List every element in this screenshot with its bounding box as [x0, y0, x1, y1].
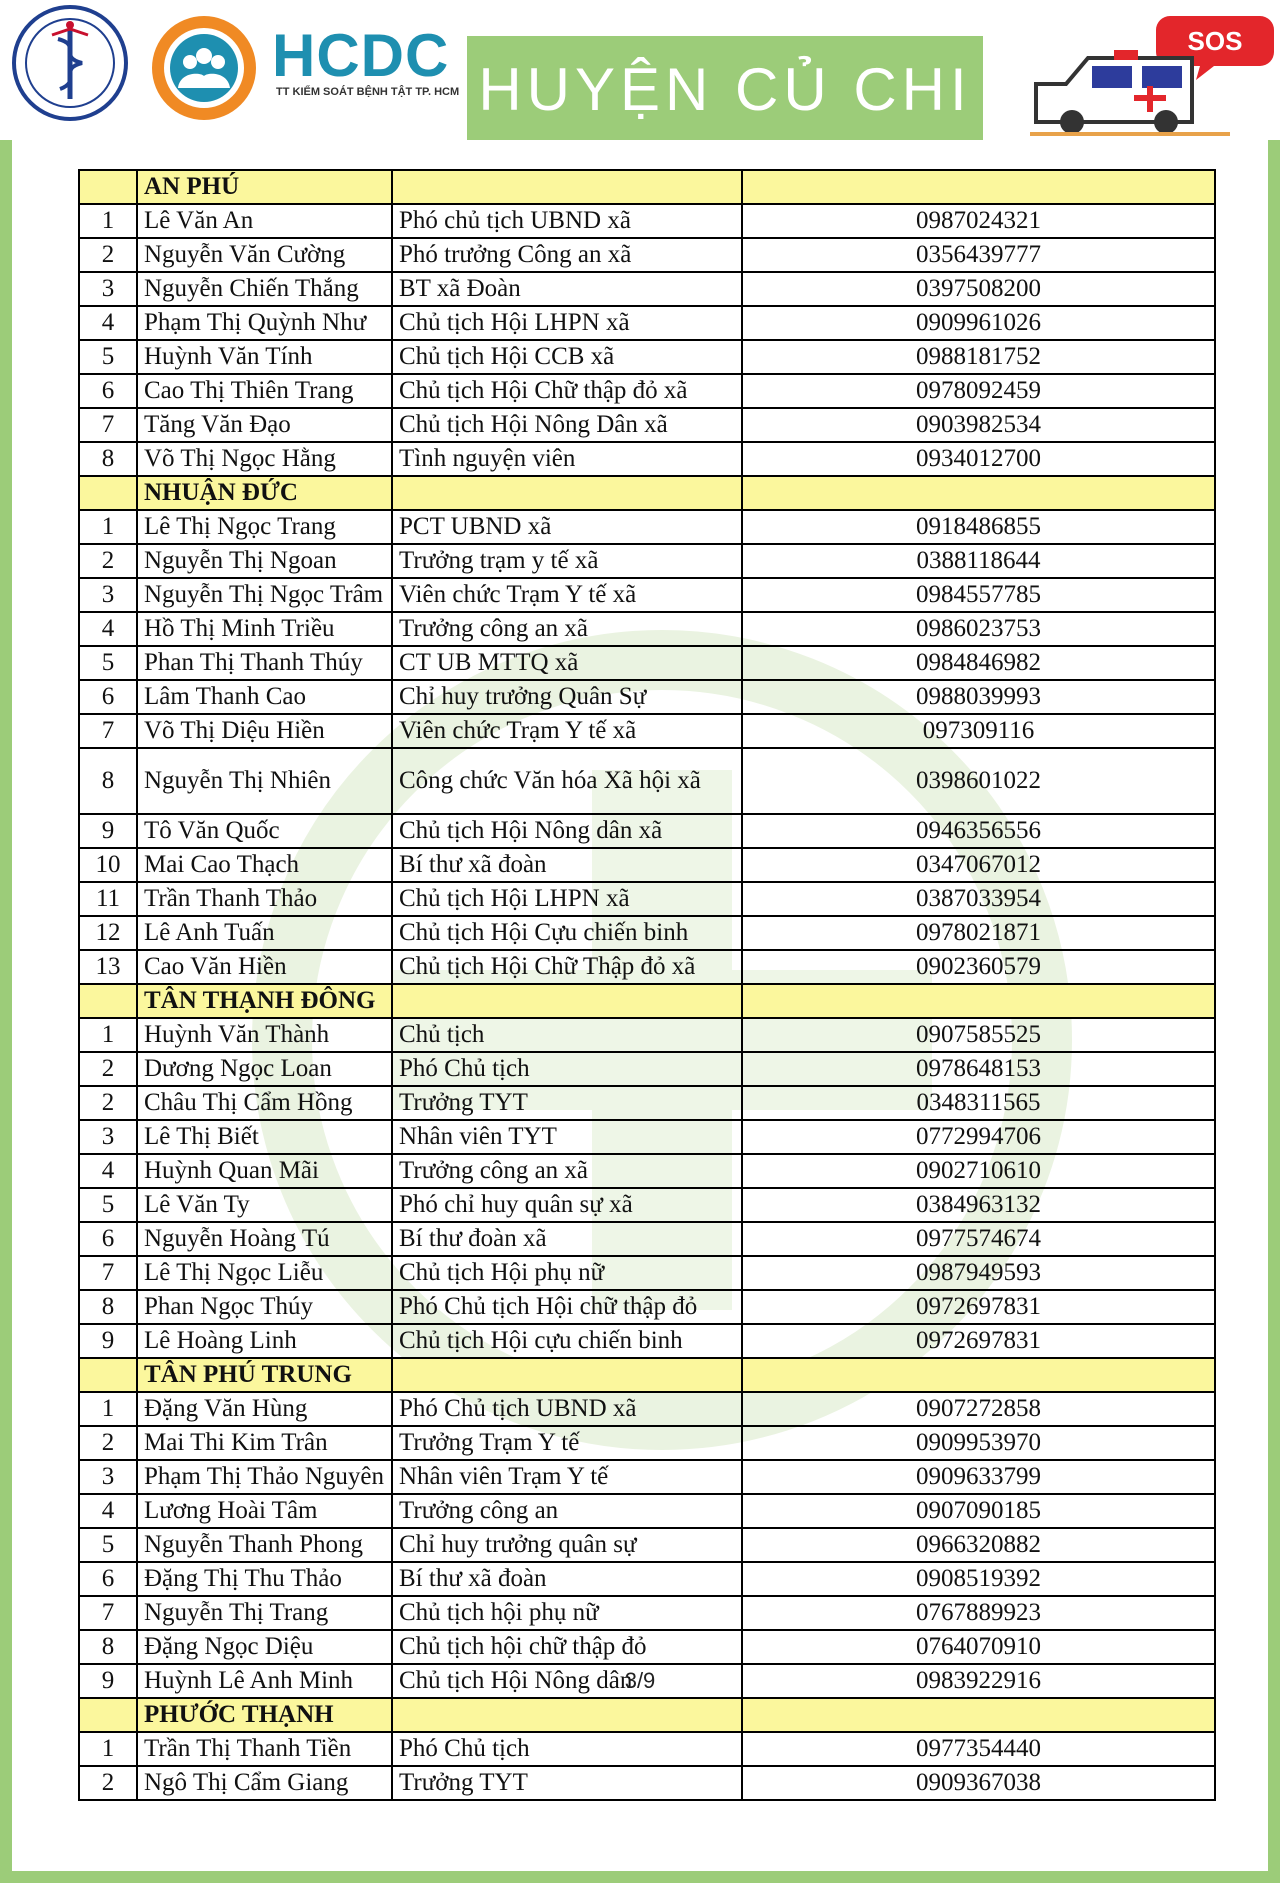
- phone-number: 0772994706: [742, 1120, 1215, 1154]
- section-header-row: [79, 1358, 1215, 1392]
- person-role: Chủ tịch: [392, 1018, 742, 1052]
- row-number: 4: [79, 612, 137, 646]
- phone-number: 0908519392: [742, 1562, 1215, 1596]
- phone-number: 0903982534: [742, 408, 1215, 442]
- row-number: 3: [79, 1460, 137, 1494]
- phone-number: 0977574674: [742, 1222, 1215, 1256]
- person-name: Cao Văn Hiền: [137, 950, 392, 984]
- phone-number: 0767889923: [742, 1596, 1215, 1630]
- person-role: Chủ tịch Hội Nông Dân xã: [392, 408, 742, 442]
- section-spacer-cell: [79, 1698, 137, 1732]
- person-role: Bí thư xã đoàn: [392, 1562, 742, 1596]
- table-row: [79, 1222, 1215, 1256]
- section-spacer-cell: [79, 984, 137, 1018]
- person-role: Chủ tịch Hội Cựu chiến binh: [392, 916, 742, 950]
- page-number: 3/9: [624, 1668, 656, 1693]
- phone-number: 0388118644: [742, 544, 1215, 578]
- phone-number: 0946356556: [742, 814, 1215, 848]
- row-number: 8: [79, 748, 137, 814]
- page-title: HUYỆN CỦ CHI: [478, 56, 972, 123]
- row-number: 1: [79, 204, 137, 238]
- person-name: Phan Ngọc Thúy: [137, 1290, 392, 1324]
- phone-number: 0397508200: [742, 272, 1215, 306]
- table-row: [79, 272, 1215, 306]
- person-name: Huỳnh Văn Tính: [137, 340, 392, 374]
- table-row: [79, 1528, 1215, 1562]
- table-row: [79, 1256, 1215, 1290]
- person-role: Chủ tịch Hội Chữ thập đỏ xã: [392, 374, 742, 408]
- table-row: [79, 1392, 1215, 1426]
- section-header-row: [79, 1698, 1215, 1732]
- table-row: [79, 748, 1215, 814]
- row-number: 9: [79, 1324, 137, 1358]
- section-name: TÂN THẠNH ĐÔNG: [137, 984, 392, 1018]
- person-name: Nguyễn Thị Trang: [137, 1596, 392, 1630]
- person-name: Nguyễn Thanh Phong: [137, 1528, 392, 1562]
- row-number: 8: [79, 442, 137, 476]
- person-name: Lê Hoàng Linh: [137, 1324, 392, 1358]
- table-row: [79, 714, 1215, 748]
- table-row: [79, 612, 1215, 646]
- person-role: Phó Chủ tịch: [392, 1732, 742, 1766]
- phone-number: 0987949593: [742, 1256, 1215, 1290]
- person-name: Phạm Thị Thảo Nguyên: [137, 1460, 392, 1494]
- table-row: [79, 848, 1215, 882]
- person-name: Phan Thị Thanh Thúy: [137, 646, 392, 680]
- person-name: Tô Văn Quốc: [137, 814, 392, 848]
- row-number: 1: [79, 1732, 137, 1766]
- phone-number: 0988039993: [742, 680, 1215, 714]
- person-role: Chủ tịch hội chữ thập đỏ: [392, 1630, 742, 1664]
- person-name: Châu Thị Cẩm Hồng: [137, 1086, 392, 1120]
- section-name: PHƯỚC THẠNH: [137, 1698, 392, 1732]
- table-row: [79, 1426, 1215, 1460]
- phone-number: 0972697831: [742, 1324, 1215, 1358]
- person-name: Nguyễn Chiến Thắng: [137, 272, 392, 306]
- person-role: Phó trưởng Công an xã: [392, 238, 742, 272]
- table-row: [79, 1460, 1215, 1494]
- table-row: [79, 950, 1215, 984]
- person-role: Trưởng công an xã: [392, 1154, 742, 1188]
- person-name: Lê Anh Tuấn: [137, 916, 392, 950]
- person-role: Chủ tịch Hội cựu chiến binh: [392, 1324, 742, 1358]
- person-name: Lê Văn Ty: [137, 1188, 392, 1222]
- row-number: 5: [79, 340, 137, 374]
- phone-number: 0978648153: [742, 1052, 1215, 1086]
- row-number: 10: [79, 848, 137, 882]
- section-name: TÂN PHÚ TRUNG: [137, 1358, 392, 1392]
- row-number: 6: [79, 374, 137, 408]
- person-name: Đặng Ngọc Diệu: [137, 1630, 392, 1664]
- section-spacer-cell: [392, 170, 742, 204]
- person-name: Lê Thị Ngọc Liễu: [137, 1256, 392, 1290]
- section-name: AN PHÚ: [137, 170, 392, 204]
- row-number: 1: [79, 1392, 137, 1426]
- person-role: Chủ tịch Hội phụ nữ: [392, 1256, 742, 1290]
- person-role: CT UB MTTQ xã: [392, 646, 742, 680]
- section-header-row: [79, 476, 1215, 510]
- person-role: Chỉ huy trưởng quân sự: [392, 1528, 742, 1562]
- phone-number: 0909953970: [742, 1426, 1215, 1460]
- ambulance-icon: [1030, 6, 1275, 136]
- person-name: Ngô Thị Cẩm Giang: [137, 1766, 392, 1800]
- section-spacer-cell: [79, 170, 137, 204]
- phone-number: 0984846982: [742, 646, 1215, 680]
- row-number: 9: [79, 814, 137, 848]
- section-spacer-cell: [742, 1358, 1215, 1392]
- person-role: Phó Chủ tịch Hội chữ thập đỏ: [392, 1290, 742, 1324]
- phone-number: 0986023753: [742, 612, 1215, 646]
- person-name: Trần Thanh Thảo: [137, 882, 392, 916]
- phone-number: 0977354440: [742, 1732, 1215, 1766]
- table-row: [79, 1562, 1215, 1596]
- row-number: 13: [79, 950, 137, 984]
- phone-number: 0907272858: [742, 1392, 1215, 1426]
- row-number: 4: [79, 306, 137, 340]
- phone-number: 0983922916: [742, 1664, 1215, 1698]
- row-number: 9: [79, 1664, 137, 1698]
- person-name: Huỳnh Văn Thành: [137, 1018, 392, 1052]
- row-number: 7: [79, 408, 137, 442]
- table-row: [79, 916, 1215, 950]
- phone-number: 0902710610: [742, 1154, 1215, 1188]
- row-number: 7: [79, 1596, 137, 1630]
- person-role: Phó chủ tịch UBND xã: [392, 204, 742, 238]
- person-name: Đặng Thị Thu Thảo: [137, 1562, 392, 1596]
- table-row: [79, 1018, 1215, 1052]
- phone-number: 0387033954: [742, 882, 1215, 916]
- table-row: [79, 646, 1215, 680]
- table-row: [79, 1324, 1215, 1358]
- person-role: Tình nguyện viên: [392, 442, 742, 476]
- table-row: [79, 578, 1215, 612]
- section-spacer-cell: [742, 170, 1215, 204]
- table-row: [79, 882, 1215, 916]
- person-name: Lê Thị Biết: [137, 1120, 392, 1154]
- row-number: 6: [79, 1222, 137, 1256]
- health-department-seal-icon: [10, 3, 130, 123]
- person-role: Trưởng trạm y tế xã: [392, 544, 742, 578]
- table-row: [79, 1188, 1215, 1222]
- person-role: Trưởng công an xã: [392, 612, 742, 646]
- row-number: 5: [79, 646, 137, 680]
- table-row: [79, 1596, 1215, 1630]
- person-role: Phó chỉ huy quân sự xã: [392, 1188, 742, 1222]
- phone-number: 0966320882: [742, 1528, 1215, 1562]
- person-name: Nguyễn Thị Ngoan: [137, 544, 392, 578]
- phone-number: 097309116: [742, 714, 1215, 748]
- table-row: [79, 510, 1215, 544]
- phone-number: 0909961026: [742, 306, 1215, 340]
- person-role: Bí thư đoàn xã: [392, 1222, 742, 1256]
- row-number: 1: [79, 510, 137, 544]
- phone-number: 0356439777: [742, 238, 1215, 272]
- table-row: [79, 238, 1215, 272]
- row-number: 8: [79, 1630, 137, 1664]
- person-role: PCT UBND xã: [392, 510, 742, 544]
- phone-number: 0978021871: [742, 916, 1215, 950]
- table-row: [79, 814, 1215, 848]
- row-number: 4: [79, 1154, 137, 1188]
- table-row: [79, 1630, 1215, 1664]
- person-role: Chủ tịch Hội LHPN xã: [392, 306, 742, 340]
- phone-number: 0907090185: [742, 1494, 1215, 1528]
- row-number: 3: [79, 578, 137, 612]
- table-row: [79, 544, 1215, 578]
- table-row: [79, 1494, 1215, 1528]
- phone-number: 0972697831: [742, 1290, 1215, 1324]
- phone-number: 0907585525: [742, 1018, 1215, 1052]
- phone-number: 0984557785: [742, 578, 1215, 612]
- table-row: [79, 1120, 1215, 1154]
- row-number: 2: [79, 1052, 137, 1086]
- phone-number: 0909367038: [742, 1766, 1215, 1800]
- row-number: 7: [79, 1256, 137, 1290]
- row-number: 2: [79, 1086, 137, 1120]
- row-number: 6: [79, 1562, 137, 1596]
- person-role: Trưởng Trạm Y tế: [392, 1426, 742, 1460]
- table-row: [79, 1086, 1215, 1120]
- person-role: Bí thư xã đoàn: [392, 848, 742, 882]
- person-name: Tăng Văn Đạo: [137, 408, 392, 442]
- row-number: 11: [79, 882, 137, 916]
- person-role: Nhân viên Trạm Y tế: [392, 1460, 742, 1494]
- row-number: 2: [79, 238, 137, 272]
- person-name: Phạm Thị Quỳnh Như: [137, 306, 392, 340]
- person-name: Lương Hoài Tâm: [137, 1494, 392, 1528]
- table-row: [79, 204, 1215, 238]
- person-name: Lâm Thanh Cao: [137, 680, 392, 714]
- person-name: Mai Thi Kim Trân: [137, 1426, 392, 1460]
- table-row: [79, 442, 1215, 476]
- person-name: Võ Thị Diệu Hiền: [137, 714, 392, 748]
- person-name: Lê Thị Ngọc Trang: [137, 510, 392, 544]
- hcdc-logo-icon: [148, 12, 260, 124]
- phone-number: 0934012700: [742, 442, 1215, 476]
- row-number: 8: [79, 1290, 137, 1324]
- row-number: 12: [79, 916, 137, 950]
- org-full-name: TT KIỂM SOÁT BỆNH TẬT TP. HCM: [276, 86, 460, 98]
- section-spacer-cell: [392, 984, 742, 1018]
- person-name: Nguyễn Thị Ngọc Trâm: [137, 578, 392, 612]
- person-role: Trưởng công an: [392, 1494, 742, 1528]
- person-role: Chủ tịch Hội CCB xã: [392, 340, 742, 374]
- person-role: Phó Chủ tịch: [392, 1052, 742, 1086]
- row-number: 5: [79, 1188, 137, 1222]
- person-name: Hồ Thị Minh Triều: [137, 612, 392, 646]
- person-role: Trưởng TYT: [392, 1766, 742, 1800]
- phone-number: 0918486855: [742, 510, 1215, 544]
- phone-number: 0909633799: [742, 1460, 1215, 1494]
- row-number: 2: [79, 1766, 137, 1800]
- section-spacer-cell: [392, 476, 742, 510]
- table-row: [79, 1052, 1215, 1086]
- person-role: Nhân viên TYT: [392, 1120, 742, 1154]
- section-spacer-cell: [742, 984, 1215, 1018]
- section-name: NHUẬN ĐỨC: [137, 476, 392, 510]
- table-row: [79, 1732, 1215, 1766]
- person-name: Nguyễn Thị Nhiên: [137, 748, 392, 814]
- page-header: [0, 0, 1280, 140]
- person-name: Nguyễn Hoàng Tú: [137, 1222, 392, 1256]
- person-role: Phó Chủ tịch UBND xã: [392, 1392, 742, 1426]
- person-name: Lê Văn An: [137, 204, 392, 238]
- phone-number: 0764070910: [742, 1630, 1215, 1664]
- person-role: Chỉ huy trưởng Quân Sự: [392, 680, 742, 714]
- phone-number: 0978092459: [742, 374, 1215, 408]
- person-role: Công chức Văn hóa Xã hội xã: [392, 748, 742, 814]
- table-row: [79, 1766, 1215, 1800]
- section-spacer-cell: [79, 476, 137, 510]
- person-role: Chủ tịch Hội Chữ Thập đỏ xã: [392, 950, 742, 984]
- section-header-row: [79, 984, 1215, 1018]
- section-spacer-cell: [79, 1358, 137, 1392]
- row-number: 2: [79, 1426, 137, 1460]
- content-frame: [0, 140, 1280, 1883]
- table-row: [79, 340, 1215, 374]
- phone-number: 0384963132: [742, 1188, 1215, 1222]
- person-name: Nguyễn Văn Cường: [137, 238, 392, 272]
- org-short-name: HCDC: [272, 22, 450, 89]
- person-name: Dương Ngọc Loan: [137, 1052, 392, 1086]
- person-name: Huỳnh Quan Mãi: [137, 1154, 392, 1188]
- table-row: [79, 1154, 1215, 1188]
- table-row: [79, 306, 1215, 340]
- row-number: 7: [79, 714, 137, 748]
- person-name: Huỳnh Lê Anh Minh: [137, 1664, 392, 1698]
- row-number: 3: [79, 272, 137, 306]
- phone-number: 0398601022: [742, 748, 1215, 814]
- sos-label: SOS: [1187, 26, 1243, 56]
- section-spacer-cell: [742, 1698, 1215, 1732]
- person-role: Chủ tịch Hội Nông dân xã: [392, 814, 742, 848]
- person-role: Trưởng TYT: [392, 1086, 742, 1120]
- row-number: 4: [79, 1494, 137, 1528]
- person-name: Võ Thị Ngọc Hằng: [137, 442, 392, 476]
- person-name: Trần Thị Thanh Tiền: [137, 1732, 392, 1766]
- table-row: [79, 1290, 1215, 1324]
- section-spacer-cell: [392, 1358, 742, 1392]
- phone-number: 0348311565: [742, 1086, 1215, 1120]
- person-name: Đặng Văn Hùng: [137, 1392, 392, 1426]
- row-number: 6: [79, 680, 137, 714]
- table-row: [79, 374, 1215, 408]
- person-role: Viên chức Trạm Y tế xã: [392, 578, 742, 612]
- row-number: 2: [79, 544, 137, 578]
- row-number: 1: [79, 1018, 137, 1052]
- district-title-banner: [467, 36, 983, 140]
- phone-number: 0988181752: [742, 340, 1215, 374]
- section-header-row: [79, 170, 1215, 204]
- person-role: Viên chức Trạm Y tế xã: [392, 714, 742, 748]
- phone-number: 0902360579: [742, 950, 1215, 984]
- row-number: 3: [79, 1120, 137, 1154]
- row-number: 5: [79, 1528, 137, 1562]
- person-role: Chủ tịch Hội LHPN xã: [392, 882, 742, 916]
- table-row: [79, 680, 1215, 714]
- person-name: Cao Thị Thiên Trang: [137, 374, 392, 408]
- phone-number: 0347067012: [742, 848, 1215, 882]
- section-spacer-cell: [392, 1698, 742, 1732]
- contact-table: [78, 169, 1216, 1801]
- phone-number: 0987024321: [742, 204, 1215, 238]
- person-name: Mai Cao Thạch: [137, 848, 392, 882]
- person-role: Chủ tịch Hội Nông dân: [392, 1664, 742, 1698]
- table-row: [79, 408, 1215, 442]
- person-role: Chủ tịch hội phụ nữ: [392, 1596, 742, 1630]
- section-spacer-cell: [742, 476, 1215, 510]
- person-role: BT xã Đoàn: [392, 272, 742, 306]
